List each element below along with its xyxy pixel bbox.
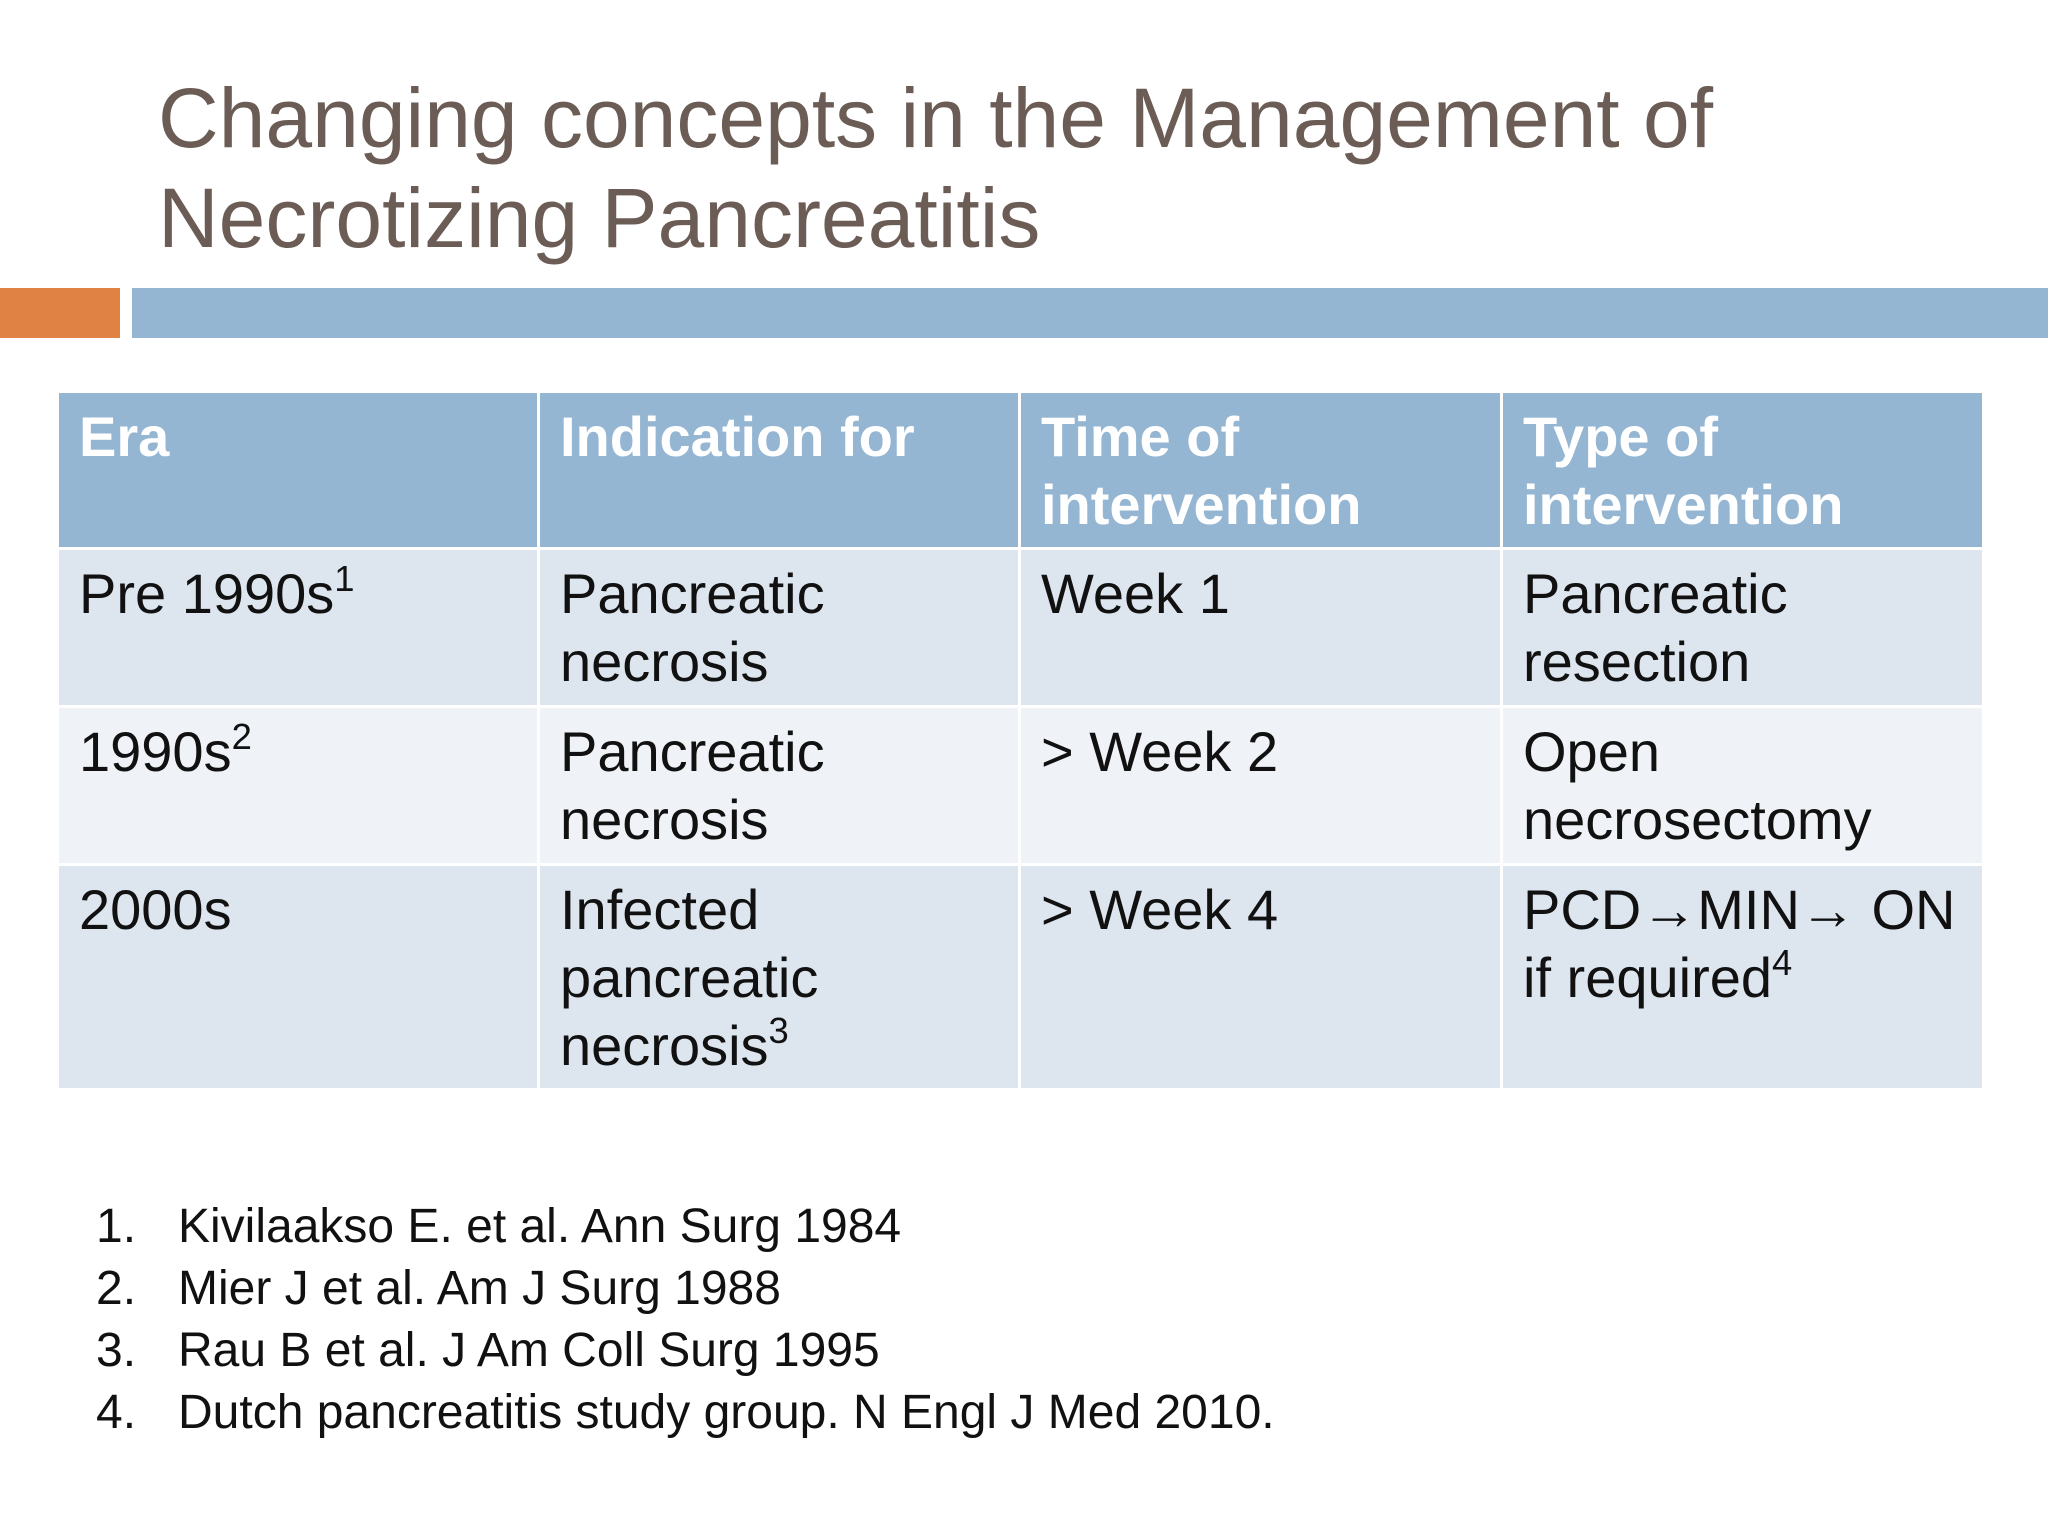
header-time: Time of intervention [1020, 392, 1502, 549]
cell-indication: Infected pancreatic necrosis$^3$ [539, 865, 1020, 1090]
cell-era: Pre $1990s^1$ [58, 549, 539, 707]
accent-bar-orange [0, 288, 120, 338]
reference-item: 2. Mier J et al. Am J Surg 1988 [96, 1262, 781, 1315]
header-era: Era [58, 392, 539, 549]
table-row [58, 707, 1984, 865]
citation-marker: 4 [1772, 942, 1793, 984]
header-indication: Indication for [539, 392, 1020, 549]
cell-indication: Pancreatic necrosis [539, 549, 1020, 707]
citation-marker: 2 [231, 716, 252, 758]
table-row [58, 865, 1984, 1090]
table-header-row [58, 392, 1984, 549]
slide-title-line-1: Changing concepts in the Management of [158, 71, 1714, 165]
cell-type: Pancreatic resection [1502, 549, 1984, 707]
citation-marker: 1 [334, 558, 355, 600]
cell-time: > Week 4 [1020, 865, 1502, 1090]
citation-marker: 3 [768, 1010, 789, 1052]
slide-title [158, 68, 1978, 268]
cell-time: > Week 2 [1020, 707, 1502, 865]
slide-title-line-2: Necrotizing Pancreatitis [158, 171, 1041, 265]
accent-bar-blue [132, 288, 2048, 338]
header-type: Type of intervention [1502, 392, 1984, 549]
cell-era: $1990s^2$ [58, 707, 539, 865]
cell-time: Week 1 [1020, 549, 1502, 707]
management-table [56, 390, 1985, 1091]
cell-type: PCD→MIN→ ON if required$^4$ [1502, 865, 1984, 1090]
references-list [96, 1196, 1275, 1444]
reference-item: 1. Kivilaakso E. et al. Ann Surg 1984 [96, 1200, 902, 1253]
cell-indication: Pancreatic necrosis [539, 707, 1020, 865]
cell-type: Open necrosectomy [1502, 707, 1984, 865]
reference-item: 4. Dutch pancreatitis study group. N Engl J Med 2010. [96, 1386, 1275, 1439]
reference-item: 3. Rau B et al. J Am Coll Surg 1995 [96, 1324, 880, 1377]
table-row [58, 549, 1984, 707]
cell-era: 2000s [58, 865, 539, 1090]
